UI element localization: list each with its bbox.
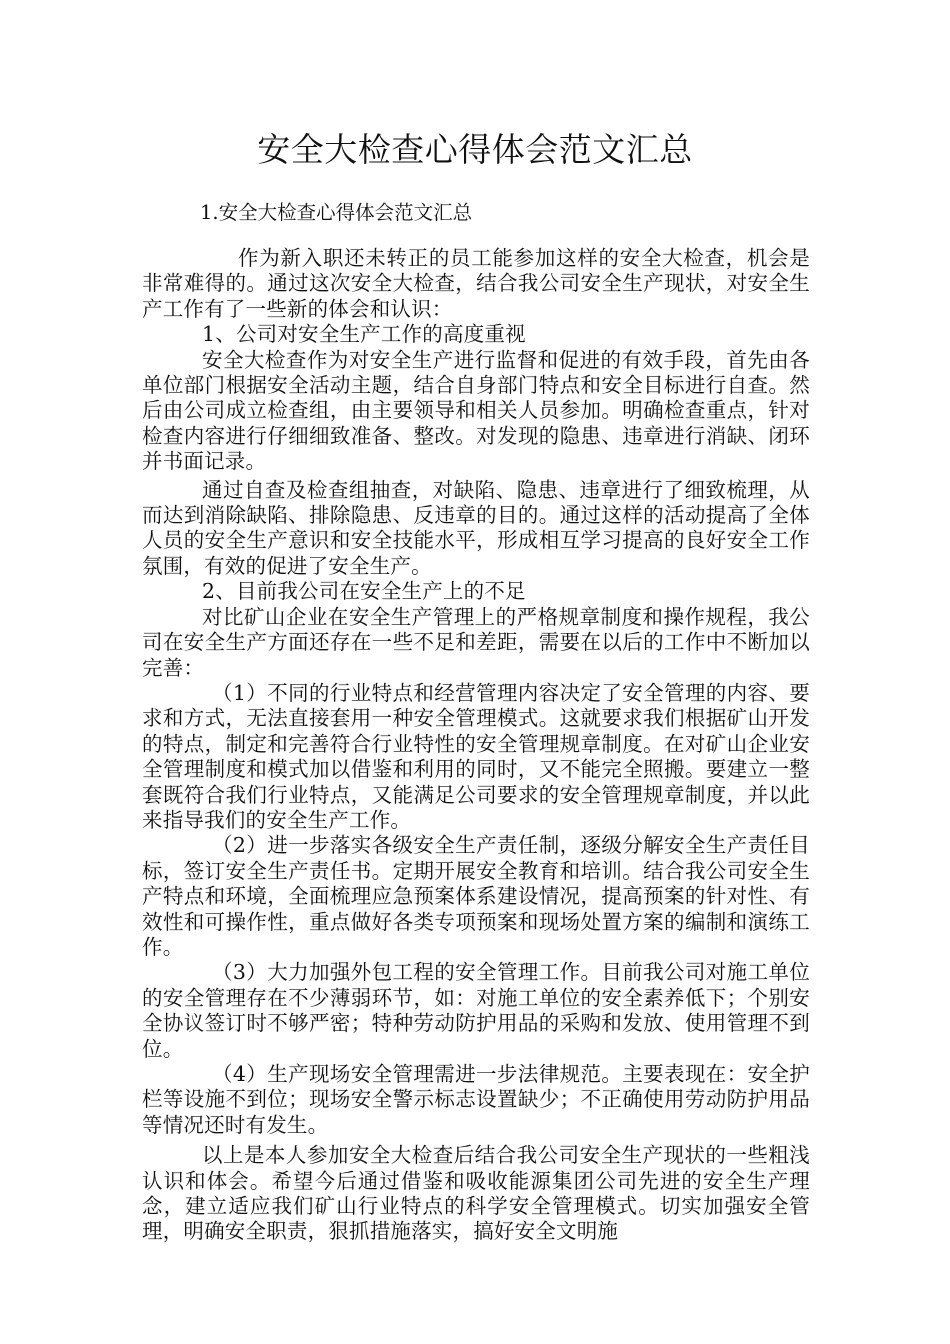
section-heading: 1.安全大检查心得体会范文汇总 [200, 201, 473, 224]
paragraph-comparison: 对比矿山企业在安全生产管理上的严格规章制度和操作规程，我公司在安全生产方面还存在一些不足和差距，需要在以后的工作中不断加以完善： [142, 604, 810, 680]
list-item-2: （2）进一步落实各级安全生产责任制，逐级分解安全生产责任目标，签订安全生产责任书。定期开展安全教育和培训。结合我公司安全生产特点和环境，全面梳理应急预案体系建设情况，提高预案的针对性、有效性和可操作性，重点做好各类专项预案和现场处置方案的编制和演练工作。 [142, 833, 810, 959]
list-item-1: （1）不同的行业特点和经营管理内容决定了安全管理的内容、要求和方式，无法直接套用一种安全管理模式。这就要求我们根据矿山开发的特点，制定和完善符合行业特性的安全管理规章制度。在对矿山企业安全管理制度和模式加以借鉴和利用的同时，又不能完全照搬。要建立一整套既符合我们行业特点，又能满足公司要求的安全管理规章制度，并以此来指导我们的安全生产工作。 [142, 680, 810, 832]
document-body [142, 243, 810, 1245]
document-title: 安全大检查心得体会范文汇总 [257, 130, 693, 169]
paragraph-self-check: 通过自查及检查组抽查，对缺陷、隐患、违章进行了细致梳理，从而达到消除缺陷、排除隐患、反违章的目的。通过这样的活动提高了全体人员的安全生产意识和安全技能水平，形成相互学习提高的良好安全工作氛围，有效的促进了安全生产。 [142, 477, 810, 578]
paragraph-inspection: 安全大检查作为对安全生产进行监督和促进的有效手段，首先由各单位部门根据安全活动主题，结合自身部门特点和安全目标进行自查。然后由公司成立检查组，由主要领导和相关人员参加。明确检查重点，针对检查内容进行仔细细致准备、整改。对发现的隐患、违章进行消缺、闭环并书面记录。 [142, 347, 810, 474]
paragraph-intro: 作为新入职还未转正的员工能参加这样的安全大检查，机会是非常难得的。通过这次安全大检查，结合我公司安全生产现状，对安全生产工作有了一些新的体会和认识： [142, 246, 810, 321]
paragraph-conclusion: 以上是本人参加安全大检查后结合我公司安全生产现状的一些粗浅认识和体会。希望今后通过借鉴和吸收能源集团公司先进的安全生产理念，建立适应我们矿山行业特点的科学安全管理模式。切实加强安全管理，明确安全职责，狠抓措施落实，搞好安全文明施 [142, 1143, 810, 1244]
list-item-3: （3）大力加强外包工程的安全管理工作。目前我公司对施工单位的安全管理存在不少薄弱环节，如：对施工单位的安全素养低下；个别安全协议签订时不够严密；特种劳动防护用品的采购和发放、使用管理不到位。 [142, 960, 810, 1061]
heading-point-1: 1、公司对安全生产工作的高度重视 [202, 322, 526, 347]
list-item-4: （4）生产现场安全管理需进一步法律规范。主要表现在：安全护栏等设施不到位；现场安全警示标志设置缺少；不正确使用劳动防护用品等情况还时有发生。 [142, 1062, 810, 1137]
heading-point-2: 2、目前我公司在安全生产上的不足 [202, 579, 526, 604]
